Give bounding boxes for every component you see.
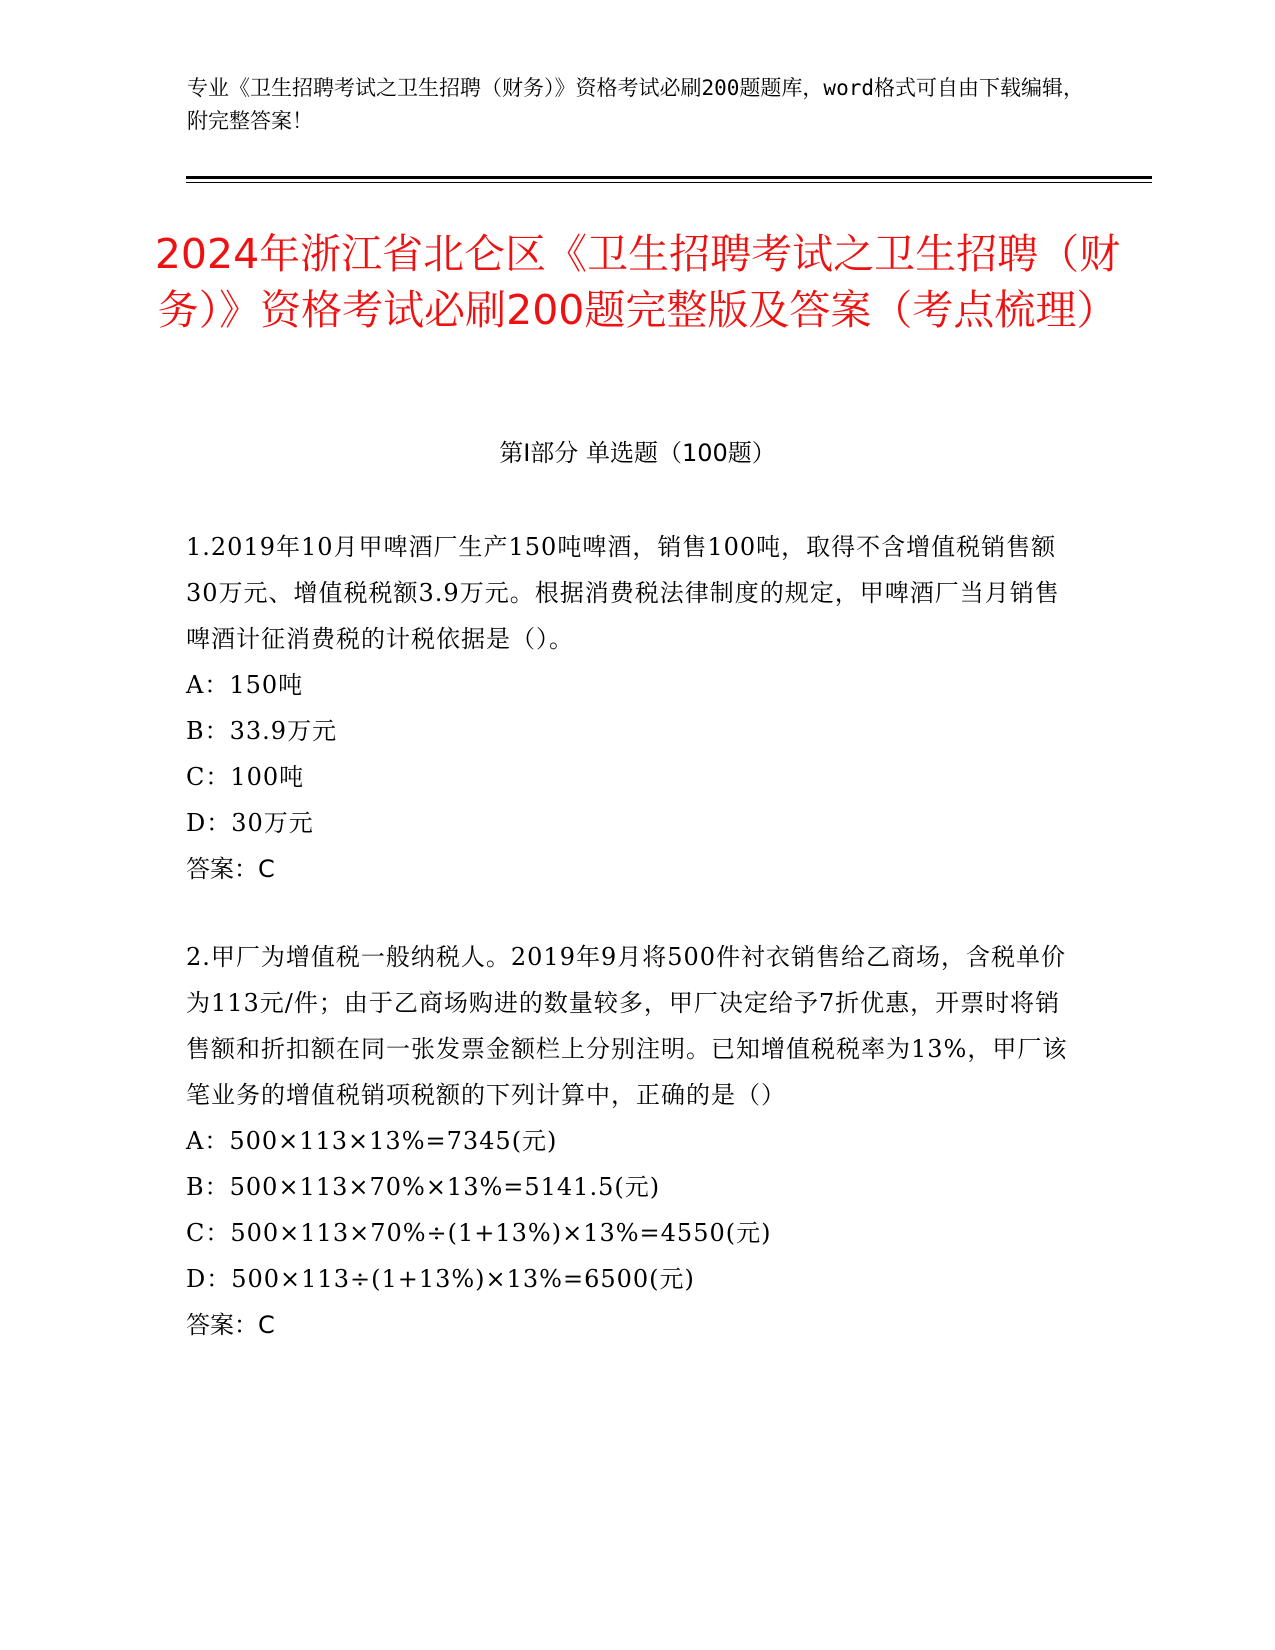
option-d: D：500×113÷(1+13%)×13%=6500(元) — [186, 1265, 695, 1293]
answer: 答案：C — [186, 1311, 275, 1339]
answer: 答案：C — [186, 855, 275, 883]
question-1 — [186, 524, 1081, 892]
option-a: A：500×113×13%=7345(元) — [186, 1127, 558, 1155]
header-note: 专业《卫生招聘考试之卫生招聘（财务）》资格考试必刷200题题库，word格式可自由下载编辑，附完整答案！ — [187, 76, 1084, 133]
question-2 — [186, 934, 1081, 1348]
question-stem: 2.甲厂为增值税一般纳税人。2019年9月将500件衬衣销售给乙商场，含税单价为113元/件；由于乙商场购进的数量较多，甲厂决定给予7折优惠，开票时将销售额和折扣额在同一张发票金额栏上分别注明。已知增值税税率为13%，甲厂该笔业务的增值税销项税额的下列计算中，正确的是（） — [186, 943, 1068, 1109]
option-c: C：500×113×70%÷(1+13%)×13%=4550(元) — [186, 1219, 772, 1247]
header-divider-thick — [186, 176, 1152, 179]
option-d: D：30万元 — [186, 809, 314, 837]
option-b: B：33.9万元 — [186, 717, 338, 745]
question-stem: 1.2019年10月甲啤酒厂生产150吨啤酒，销售100吨，取得不含增值税销售额30万元、增值税税额3.9万元。根据消费税法律制度的规定，甲啤酒厂当月销售啤酒计征消费税的计税依据是（）。 — [186, 533, 1060, 653]
document-title: 2024年浙江省北仑区《卫生招聘考试之卫生招聘（财务）》资格考试必刷200题完整版及答案（考点梳理） — [154, 230, 1121, 334]
question-list — [186, 524, 1081, 1348]
option-a: A：150吨 — [186, 671, 304, 699]
option-b: B：500×113×70%×13%=5141.5(元) — [186, 1173, 661, 1201]
section-heading: 第Ⅰ部分 单选题（100题） — [499, 439, 776, 467]
option-c: C：100吨 — [186, 763, 305, 791]
header-divider-thin — [186, 182, 1152, 183]
